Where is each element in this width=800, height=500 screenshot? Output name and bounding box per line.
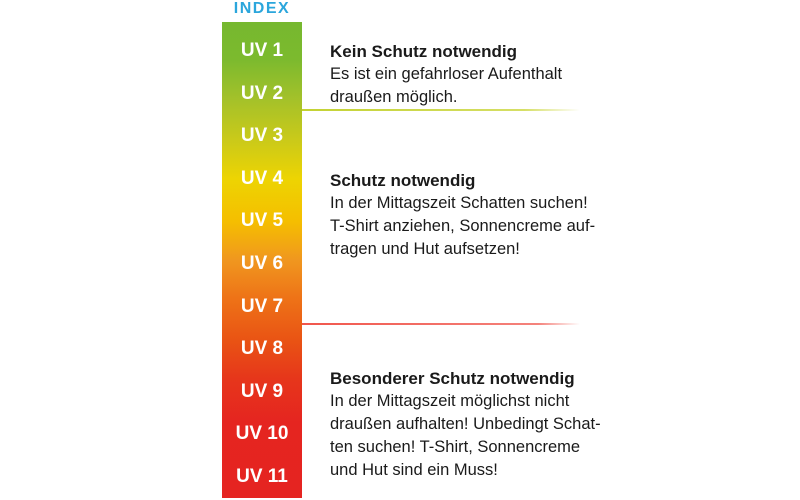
divider-low-to-medium xyxy=(302,109,580,111)
section-text-line: In der Mittagszeit möglichst nicht xyxy=(330,392,570,410)
uv-level-5: UV 5 xyxy=(240,210,284,232)
uv-level-4: UV 4 xyxy=(240,167,284,189)
section-text-line: T-Shirt anziehen, Sonnencreme auf- xyxy=(330,217,596,235)
uv-level-1: UV 1 xyxy=(240,40,284,62)
uv-level-7: UV 7 xyxy=(240,295,284,317)
section-title: Kein Schutz notwendig xyxy=(330,42,517,61)
section-protection-needed xyxy=(330,169,600,261)
section-text-line: Es ist ein gefahrloser Aufenthalt xyxy=(330,65,563,83)
uv-scale-bar xyxy=(222,22,302,498)
section-title: Besonderer Schutz notwendig xyxy=(330,369,575,388)
uv-level-9: UV 9 xyxy=(240,380,284,402)
section-text-line: In der Mittagszeit Schatten suchen! xyxy=(330,194,588,212)
uv-level-8: UV 8 xyxy=(240,338,284,360)
section-text-line: tragen und Hut aufsetzen! xyxy=(330,240,520,258)
section-title: Schutz notwendig xyxy=(330,171,476,190)
uv-level-6: UV 6 xyxy=(240,253,284,274)
uv-level-2: UV 2 xyxy=(240,82,284,104)
section-text-line: draußen möglich. xyxy=(330,88,458,106)
uv-level-11: UV 11 xyxy=(236,465,288,487)
section-text-line: und Hut sind ein Muss! xyxy=(330,461,498,479)
uv-level-3: UV 3 xyxy=(240,125,284,147)
section-special-protection-needed xyxy=(330,367,600,482)
index-title: INDEX xyxy=(233,0,291,17)
divider-medium-to-high xyxy=(302,323,580,325)
uv-level-10: UV 10 xyxy=(235,423,289,445)
section-text-line: draußen aufhalten! Unbedingt Schat- xyxy=(330,415,601,433)
section-text-line: ten suchen! T-Shirt, Sonnencreme xyxy=(330,438,581,456)
section-no-protection xyxy=(330,40,600,109)
